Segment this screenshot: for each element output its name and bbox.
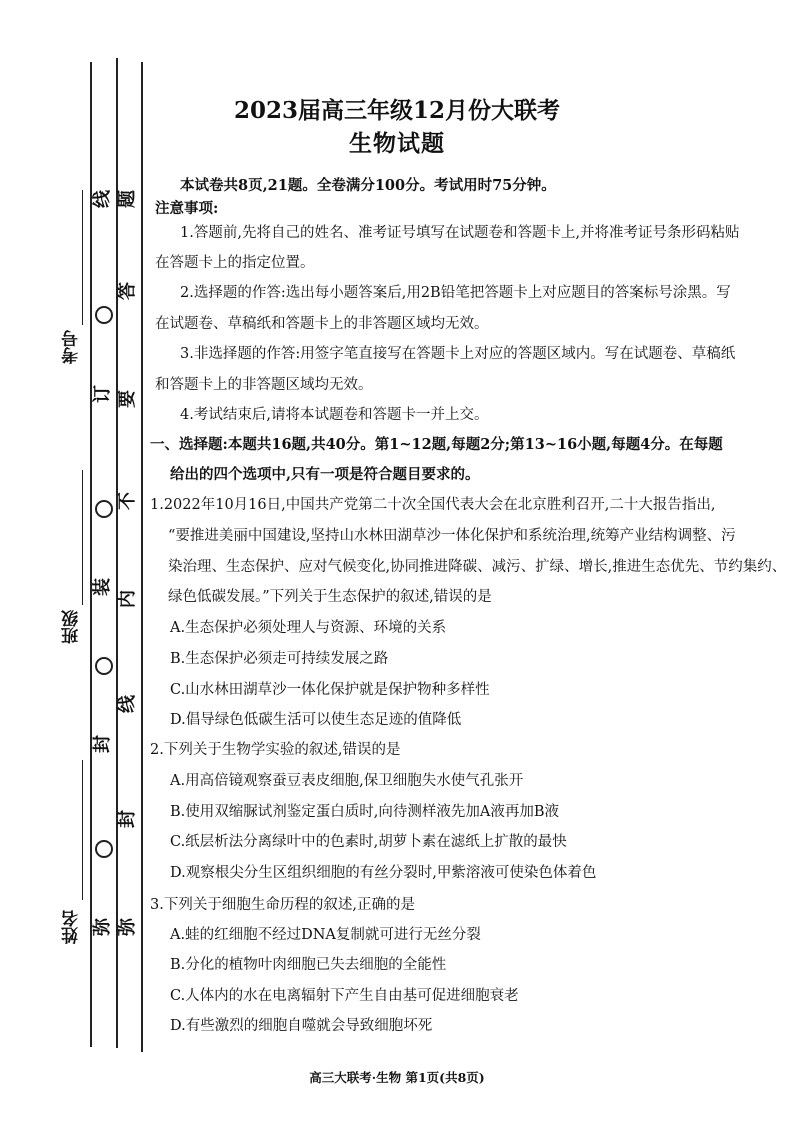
question-stem: 2.下列关于生物学实验的叙述,错误的是 [150,742,401,758]
note-line: 在答题卡上的指定位置。 [155,255,315,271]
margin-line-inner [141,62,143,1052]
question-stem: 1.2022年10月16日,中国共产党第二十次全国代表大会在北京胜利召开,二十大报告指出, [150,497,716,513]
question-stem: 3.下列关于细胞生命历程的叙述,正确的是 [150,897,415,913]
seal-circle-3 [95,657,113,675]
answer-option: D.有些激烈的细胞自噬就会导致细胞坏死 [170,1018,433,1034]
seal-char-mi: 弥 [92,918,113,936]
answer-option: B.使用双缩脲试剂鉴定蛋白质时,向待测样液先加A液再加B液 [170,804,559,820]
answer-option: D.倡导绿色低碳生活可以使生态足迹的值降低 [170,712,462,728]
note-line: 4.考试结束后,请将本试题卷和答题卡一并上交。 [180,407,489,423]
seal-char-zhuang: 装 [92,578,113,596]
notes-title: 注意事项: [155,200,219,217]
exam-number-label: 考号 [62,330,82,364]
question-stem: 绿色低碳发展。”下列关于生态保护的叙述,错误的是 [168,589,492,605]
seal-char-ti: 题 [117,190,138,208]
seal-char-yao: 要 [117,390,138,408]
answer-option: C.山水林田湖草沙一体化保护就是保护物种多样性 [170,682,490,698]
answer-option: C.纸层析法分离绿叶中的色素时,胡萝卜素在滤纸上扩散的最快 [170,834,567,850]
section-heading-cont: 给出的四个选项中,只有一项是符合题目要求的。 [170,466,480,483]
seal-circle-4 [95,840,113,858]
class-underline[interactable] [82,470,83,605]
seal-char-xian-2: 线 [117,695,138,713]
seal-char-mi-2: 弥 [117,918,138,936]
answer-option: B.分化的植物叶肉细胞已失去细胞的全能性 [170,957,447,973]
note-line: 3.非选择题的作答:用签字笔直接写在答题卡上对应的答题区域内。写在试题卷、草稿纸 [180,346,736,362]
note-line: 2.选择题的作答:选出每小题答案后,用2B铅笔把答题卡上对应题目的答案标号涂黑。写 [180,285,731,301]
note-line: 1.答题前,先将自己的姓名、准考证号填写在试题卷和答题卡上,并将准考证号条形码粘贴 [180,225,740,241]
seal-char-da: 答 [117,282,138,300]
note-line: 在试题卷、草稿纸和答题卡上的非答题区域均无效。 [155,316,489,332]
answer-option: A.蛙的红细胞不经过DNA复制就可进行无丝分裂 [170,927,481,943]
answer-option: D.观察根尖分生区组织细胞的有丝分裂时,甲紫溶液可使染色体着色 [170,865,597,881]
seal-circle-1 [95,306,113,324]
question-stem: 染治理、生态保护、应对气候变化,协同推进降碳、减污、扩绿、增长,推进生态优先、节约集约、 [168,559,787,575]
seal-char-xian: 线 [92,190,113,208]
answer-option: B.生态保护必须走可持续发展之路 [170,651,389,667]
name-label: 姓名 [62,910,82,944]
question-stem: “要推进美丽中国建设,坚持山水林田湖草沙一体化保护和系统治理,统筹产业结构调整、污 [168,528,736,544]
exam-number-underline[interactable] [82,190,83,325]
note-line: 和答题卡上的非答题区域均无效。 [155,377,373,393]
seal-char-feng: 封 [92,735,113,753]
margin-line-outer [90,62,92,1047]
page-footer: 高三大联考·生物 第1页(共8页) [309,1070,485,1085]
section-heading: 一、选择题:本题共16题,共40分。第1~12题,每题2分;第13~16小题,每题4分。在每题 [150,436,723,453]
class-label: 班级 [62,610,82,644]
seal-char-feng-2: 封 [117,810,138,828]
seal-char-ding: 订 [92,385,113,403]
answer-option: C.人体内的水在电离辐射下产生自由基可促进细胞衰老 [170,988,519,1004]
seal-char-bu: 不 [117,492,138,510]
name-underline[interactable] [82,760,83,900]
exam-subject: 生物试题 [349,130,445,157]
answer-option: A.生态保护必须处理人与资源、环境的关系 [170,620,447,636]
answer-option: A.用高倍镜观察蚕豆表皮细胞,保卫细胞失水使气孔张开 [170,773,524,789]
seal-circle-2 [95,500,113,518]
exam-title: 2023届高三年级12月份大联考 [233,97,561,124]
seal-char-nei: 内 [117,590,138,608]
paper-intro: 本试卷共8页,21题。全卷满分100分。考试用时75分钟。 [180,177,556,194]
